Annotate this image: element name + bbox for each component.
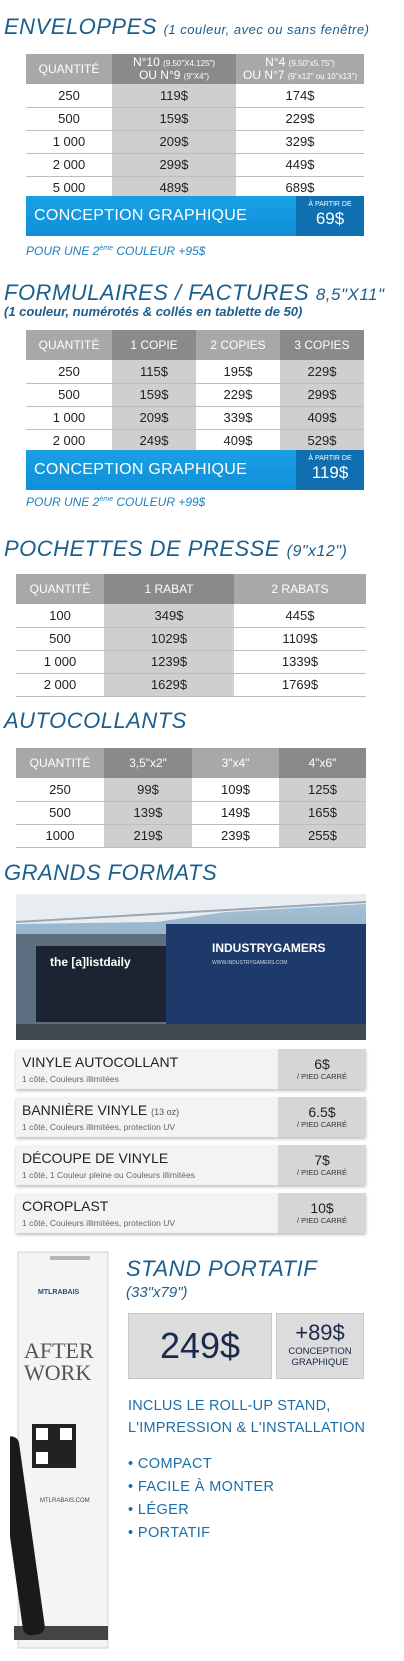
table-row: 1000 219$ 239$ 255$ <box>16 824 366 847</box>
list-item: • COMPACT <box>128 1453 274 1476</box>
stand-dimensions: (33"x79") <box>126 1284 188 1301</box>
formulaires-title: FORMULAIRES / FACTURES 8,5"X11" <box>4 280 385 305</box>
pochettes-title: POCHETTES DE PRESSE (9"x12") <box>4 536 348 561</box>
autocollants-table <box>16 748 366 848</box>
table-header-row: QUANTITÉ 1 COPIE 2 COPIES 3 COPIES <box>26 330 364 360</box>
table-row: 1 000 209$ 339$ 409$ <box>26 406 364 429</box>
autocollants-title: AUTOCOLLANTS <box>4 708 187 733</box>
grands-formats-title: GRANDS FORMATS <box>4 860 218 885</box>
list-item: • LÉGER <box>128 1499 274 1522</box>
header-n4: N°4 (9.50"x5.75") OU N°7 (9"x12" ou 10"x13") <box>236 54 364 84</box>
table-row: 250 99$ 109$ 125$ <box>16 778 366 801</box>
table-row: 500 1029$ 1109$ <box>16 627 366 650</box>
table-row: 100 349$ 445$ <box>16 604 366 627</box>
enveloppes-title <box>4 14 369 40</box>
stand-design-box: +89$ CONCEPTION GRAPHIQUE <box>276 1313 364 1379</box>
rollup-text-2: WORK <box>24 1360 92 1385</box>
design-label: CONCEPTION GRAPHIQUE <box>34 207 248 224</box>
design-price-box: À PARTIR DE 119$ <box>296 450 364 490</box>
rollup-url: MTLRABAIS.COM <box>40 1498 90 1504</box>
enveloppes-title-text: ENVELOPPES <box>4 14 157 39</box>
grands-formats-photo <box>16 894 366 1040</box>
banner-left-text: the [a]listdaily <box>50 955 131 969</box>
table-row: 250 115$ 195$ 229$ <box>26 360 364 383</box>
header-quantite: QUANTITÉ <box>26 54 112 84</box>
table-row: 500 159$ 229$ 299$ <box>26 383 364 406</box>
table-header-row <box>26 54 364 84</box>
enveloppes-table <box>26 54 364 200</box>
list-item: • PORTATIF <box>128 1522 274 1545</box>
table-row: 500 139$ 149$ 165$ <box>16 801 366 824</box>
table-row: 2 000 1629$ 1769$ <box>16 673 366 696</box>
enveloppes-design-bar[interactable] <box>26 196 364 236</box>
pochettes-table <box>16 574 366 697</box>
formulaires-second-color-note: POUR UNE 2ème COULEUR +99$ <box>26 495 206 509</box>
rollup-logo-text: MTLRABAIS <box>38 1289 80 1296</box>
rollup-text-1: AFTER <box>24 1338 94 1363</box>
format-price-box: 10$ / PIED CARRÉ <box>278 1193 366 1233</box>
stand-title: STAND PORTATIF <box>126 1256 318 1281</box>
design-price-box: À PARTIR DE 69$ <box>296 196 364 236</box>
stand-features <box>128 1453 274 1545</box>
enveloppes-subtitle: (1 couleur, avec ou sans fenêtre) <box>163 22 370 37</box>
table-row: 2 000 249$ 409$ 529$ <box>26 429 364 452</box>
format-price-box: 7$ / PIED CARRÉ <box>278 1145 366 1185</box>
list-item: • FACILE À MONTER <box>128 1476 274 1499</box>
formulaires-design-bar[interactable] <box>26 450 364 490</box>
table-row: 5 000 489$ 689$ <box>26 176 364 199</box>
header-n10: N°10 (9.50"X4.125") OU N°9 (9"X4") <box>112 54 236 84</box>
format-item[interactable]: DÉCOUPE DE VINYLE 1 côté, 1 Couleur pleine ou Couleurs illimitées 7$ / PIED CARRÉ <box>16 1145 366 1185</box>
format-item[interactable]: BANNIÈRE VINYLE (13 oz) 1 côté, Couleurs illimitées, protection UV 6.5$ / PIED CARRÉ <box>16 1097 366 1137</box>
table-row: 500 159$ 229$ <box>26 107 364 130</box>
table-row: 2 000 299$ 449$ <box>26 153 364 176</box>
banner-right-url: WWW.INDUSTRYGAMERS.COM <box>212 960 288 966</box>
formulaires-subtitle: (1 couleur, numérotés & collés en tablette de 50) <box>4 304 303 319</box>
format-price-box: 6.5$ / PIED CARRÉ <box>278 1097 366 1137</box>
table-row: 1 000 1239$ 1339$ <box>16 650 366 673</box>
format-item[interactable]: VINYLE AUTOCOLLANT 1 côté, Couleurs illimitées 6$ / PIED CARRÉ <box>16 1049 366 1089</box>
banner-right-text: INDUSTRYGAMERS <box>212 941 326 955</box>
table-header-row: QUANTITÉ 1 RABAT 2 RABATS <box>16 574 366 604</box>
format-price-box: 6$ / PIED CARRÉ <box>278 1049 366 1089</box>
table-header-row: QUANTITÉ 3,5"x2" 3"x4" 4"x6" <box>16 748 366 778</box>
format-item[interactable]: COROPLAST 1 côté, Couleurs illimitées, protection UV 10$ / PIED CARRÉ <box>16 1193 366 1233</box>
stand-price: 249$ <box>128 1313 272 1379</box>
table-row: 1 000 209$ 329$ <box>26 130 364 153</box>
table-row: 250 119$ 174$ <box>26 84 364 107</box>
stand-includes: INCLUS LE ROLL-UP STAND, L'IMPRESSION & L'INSTALLATION <box>128 1398 366 1436</box>
design-label: CONCEPTION GRAPHIQUE <box>34 461 248 478</box>
formulaires-table <box>26 330 364 453</box>
enveloppes-second-color-note: POUR UNE 2ème COULEUR +95$ <box>26 244 206 258</box>
rollup-stand-image <box>10 1246 110 1656</box>
